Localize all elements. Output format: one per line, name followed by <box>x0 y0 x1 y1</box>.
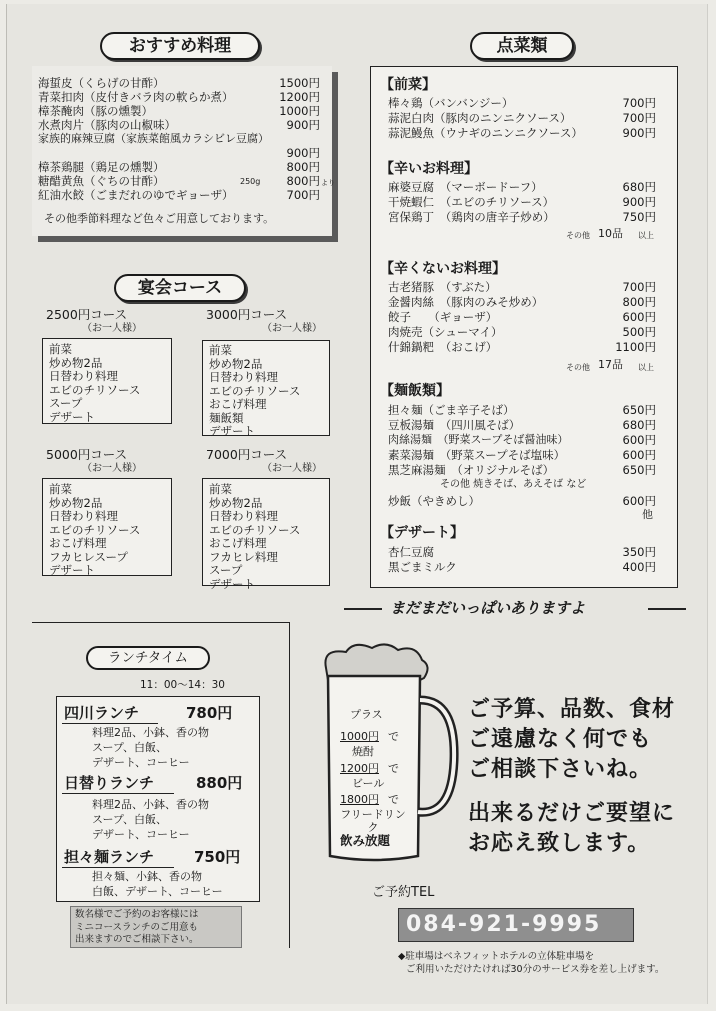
dish-name: 蒜泥鰻魚（ウナギのニンニクソース） <box>388 126 583 140</box>
divider-left <box>344 608 382 610</box>
course-item: 炒め物2品 <box>49 495 103 510</box>
dish-name: 什錦鍋粑 （おこげ） <box>388 340 498 354</box>
other-label: その他 <box>566 231 590 240</box>
course-item: デザート <box>49 409 95 424</box>
consult-line: お応え致します。 <box>468 831 651 856</box>
course-item: フカヒレスープ <box>49 549 128 564</box>
drink-price-suffix: で <box>388 730 399 743</box>
lunch-underline <box>62 793 174 794</box>
dish-price: 500円 <box>622 325 656 339</box>
course-item: おこげ料理 <box>209 397 267 411</box>
lunch-note-line: 数名様でご予約のお客様には <box>75 909 199 920</box>
course-item: エビのチリソース <box>49 522 141 537</box>
course-item: 前菜 <box>49 482 72 496</box>
divider-right <box>648 608 686 610</box>
parking-line: ご利用いただけたければ30分のサービス券を差し上げます。 <box>406 964 665 975</box>
course-item: おこげ料理 <box>49 536 107 550</box>
alacarte-title: 点菜類 <box>470 32 574 60</box>
other-after: 他 <box>642 508 653 521</box>
course-title: 2500円コース <box>46 307 128 322</box>
dish-price: 900円 <box>622 195 656 209</box>
dish-price: 700円 <box>622 96 656 110</box>
recommend-item: 紅油水餃（ごまだれのゆでギョーザ） <box>38 188 234 202</box>
dish-name: 肉焼売（シューマイ） <box>388 325 503 339</box>
other-count: 10品 <box>598 227 623 240</box>
course-item: おこげ料理 <box>209 536 267 550</box>
dish-name: 肉絲湯麺 （野菜スープそば醤油味） <box>388 433 569 446</box>
dish-name: 金醤肉絲 （豚肉のみそ炒め） <box>388 295 544 309</box>
dish-price: 600円 <box>622 448 656 462</box>
section-header: 【辛いお料理】 <box>380 161 478 177</box>
course-box <box>202 340 330 436</box>
lunch-title: ランチタイム <box>86 646 210 670</box>
drink-label: フリードリンク <box>340 808 406 834</box>
lunch-set-line: 担々麺、小鉢、香の物 <box>92 870 202 883</box>
lunch-note-line: ミニコースランチのご用意も <box>75 921 199 933</box>
lunch-set-price: 780円 <box>186 704 233 722</box>
dish-price: 650円 <box>622 403 656 417</box>
lunch-set-line: スープ、白飯、 <box>92 741 168 754</box>
dish-name: 担々麺（ごま辛子そば） <box>388 403 515 417</box>
course-item: デザート <box>209 424 255 438</box>
drink-price: 1200円 <box>340 762 379 775</box>
dish-price: 700円 <box>622 280 656 294</box>
other-suffix: 以上 <box>638 363 654 372</box>
course-title: 3000円コース <box>206 307 288 322</box>
recommend-price: 1200円 <box>279 90 320 104</box>
lunch-set-price: 880円 <box>196 774 243 792</box>
dish-price: 680円 <box>622 418 656 432</box>
recommend-item: 家族的麻辣豆腐（家族菜館風カラシビレ豆腐） <box>38 132 269 145</box>
dish-price: 1100円 <box>615 340 656 354</box>
course-title: 7000円コース <box>206 447 288 462</box>
course-box <box>42 478 172 576</box>
dish-price: 800円 <box>622 295 656 309</box>
recommend-item: 青菜扣肉（皮付きバラ肉の軟らか煮） <box>38 90 234 104</box>
course-box <box>202 478 330 591</box>
consult-line: ご相談下さいね。 <box>468 757 653 782</box>
lunch-set-name: 四川ランチ <box>64 704 140 722</box>
banquet-title: 宴会コース <box>114 274 246 302</box>
drink-price-suffix: で <box>388 762 399 775</box>
course-per-person: （お一人様） <box>262 463 322 474</box>
course-item: 日替わり料理 <box>209 370 278 384</box>
dish-price: 600円 <box>622 310 656 324</box>
lunch-note <box>70 906 242 948</box>
course-item: フカヒレ料理 <box>209 549 278 564</box>
dish-name: 古老猪豚 （すぶた） <box>388 280 497 294</box>
dish-price: 900円 <box>622 126 656 140</box>
recommend-item: 水煮肉片（豚肉の山椒味） <box>38 118 176 132</box>
drink-price: 1800円 <box>340 793 379 806</box>
dish-name: 黒ごまミルク <box>388 560 457 574</box>
course-per-person: （お一人様） <box>82 463 142 474</box>
dish-price: 600円 <box>622 494 656 508</box>
dish-name: 麻婆豆腐 （マーボードーフ） <box>388 180 543 194</box>
recommend-price: 900円 <box>286 118 320 132</box>
section-header: 【デザート】 <box>380 525 464 541</box>
consult-line: ご予算、品数、食材 <box>468 697 676 722</box>
reservation-label: ご予約TEL <box>372 885 435 900</box>
course-item: 炒め物2品 <box>209 356 263 371</box>
lunch-set-line: デザート、コーヒー <box>92 756 190 769</box>
dish-price: 600円 <box>622 433 656 447</box>
parking-line: ◆駐車場はベネフィットホテルの立体駐車場を <box>398 951 595 962</box>
dish-price: 350円 <box>622 545 656 559</box>
other-count: 17品 <box>598 358 623 371</box>
course-title: 5000円コース <box>46 447 128 462</box>
dish-name: 棒々鶏（バンバンジー） <box>388 96 514 110</box>
dish-price: 750円 <box>622 210 656 224</box>
dish-name: 素菜湯麺 （野菜スープそば塩味） <box>388 448 566 462</box>
recommend-price-suffix: より <box>321 179 335 187</box>
dish-price: 400円 <box>622 560 656 574</box>
course-per-person: （お一人様） <box>262 323 322 334</box>
section-header: 【前菜】 <box>380 77 436 93</box>
course-item: 前菜 <box>209 482 232 496</box>
recommend-price: 1000円 <box>279 104 320 118</box>
lunch-underline <box>62 723 158 724</box>
dish-name: 干焼蝦仁 （エビのチリソース） <box>388 195 555 209</box>
lunch-hours: 11：00〜14：30 <box>140 679 225 691</box>
other-label: その他 <box>566 363 590 372</box>
dish-price: 680円 <box>622 180 656 194</box>
recommend-footer: その他季節料理など色々ご用意しております。 <box>44 212 275 225</box>
other-suffix: 以上 <box>638 231 654 240</box>
lunch-set-line: 料理2品、小鉢、香の物 <box>92 726 209 739</box>
dish-price: 650円 <box>622 463 656 477</box>
drink-price-suffix: で <box>388 793 399 806</box>
recommend-price: 700円 <box>286 188 320 202</box>
lunch-note-line: 出来ますのでご相談下さい。 <box>75 934 199 945</box>
course-item: スープ <box>49 396 83 410</box>
dish-price: 700円 <box>622 111 656 125</box>
recommend-price: 1500円 <box>279 76 320 90</box>
course-item: 日替わり料理 <box>49 509 118 523</box>
lunch-set-line: デザート、コーヒー <box>92 828 190 841</box>
course-item: 日替わり料理 <box>49 369 118 383</box>
drink-label: ビール <box>352 777 385 790</box>
lunch-set-name: 日替りランチ <box>64 774 155 792</box>
course-item: デザート <box>49 563 95 577</box>
dish-name: 蒜泥白肉（豚肉のニンニクソース） <box>388 111 572 125</box>
course-item: 前菜 <box>49 342 72 356</box>
drink-price: 1000円 <box>340 730 379 743</box>
other-line: その他 焼きそば、あえそば など <box>440 479 587 490</box>
dish-name: 宮保鶏丁 （鶏肉の唐辛子炒め） <box>388 210 555 224</box>
lunch-set-line: 料理2品、小鉢、香の物 <box>92 798 209 811</box>
course-item: エビのチリソース <box>209 522 301 537</box>
consult-line: ご遠慮なく何でも <box>468 727 653 752</box>
recommend-item: 樟茶醃肉（豚の燻製） <box>38 104 153 118</box>
recommend-title: おすすめ料理 <box>100 32 260 60</box>
course-item: 炒め物2品 <box>209 495 263 510</box>
consult-line: 出来るだけご要望に <box>468 801 676 826</box>
all-you-can-drink: 飲み放題 <box>340 833 391 848</box>
course-box <box>42 338 172 424</box>
drink-plus: プラス <box>350 708 383 721</box>
recommend-price: 800円 <box>286 160 320 174</box>
recommend-item: 樟茶鶏腿（鶏足の燻製） <box>38 160 165 174</box>
recommend-item: 糖醋黄魚（ぐちの甘酢） <box>38 174 165 188</box>
dish-name: 炒飯（やきめし） <box>388 494 480 508</box>
course-item: 炒め物2品 <box>49 355 103 370</box>
lunch-underline <box>62 867 174 868</box>
still-more-text: まだまだいっぱいありますよ <box>390 599 586 617</box>
section-header: 【麺飯類】 <box>380 383 450 399</box>
dish-name: 杏仁豆腐 <box>388 545 434 559</box>
recommend-weight: 250g <box>240 177 261 186</box>
lunch-set-price: 750円 <box>194 848 241 866</box>
drink-label: 焼酎 <box>352 745 374 758</box>
course-item: 日替わり料理 <box>209 509 278 523</box>
lunch-set-line: スープ、白飯、 <box>92 813 168 826</box>
recommend-item: 海蜇皮（くらげの甘酢） <box>38 76 165 90</box>
reservation-phone[interactable]: 084-921-9995 <box>406 912 602 937</box>
course-item: 前菜 <box>209 343 232 357</box>
course-item: スープ <box>209 563 243 577</box>
section-header: 【辛くないお料理】 <box>380 261 506 277</box>
dish-name: 黒芝麻湯麺 （オリジナルそば） <box>388 463 555 477</box>
course-item: デザート <box>209 576 255 591</box>
lunch-set-name: 担々麺ランチ <box>64 848 155 866</box>
course-item: 麺飯類 <box>209 410 244 425</box>
course-item: エビのチリソース <box>209 383 301 398</box>
dish-name: 豆板湯麺 （四川風そば） <box>388 418 521 432</box>
course-item: エビのチリソース <box>49 382 141 397</box>
course-per-person: （お一人様） <box>82 323 142 334</box>
lunch-set-line: 白飯、デザート、コーヒー <box>92 885 223 898</box>
recommend-price: 900円 <box>286 146 320 160</box>
dish-name: 餃子 （ギョーザ） <box>388 310 498 324</box>
recommend-price: 800円 <box>286 174 320 188</box>
